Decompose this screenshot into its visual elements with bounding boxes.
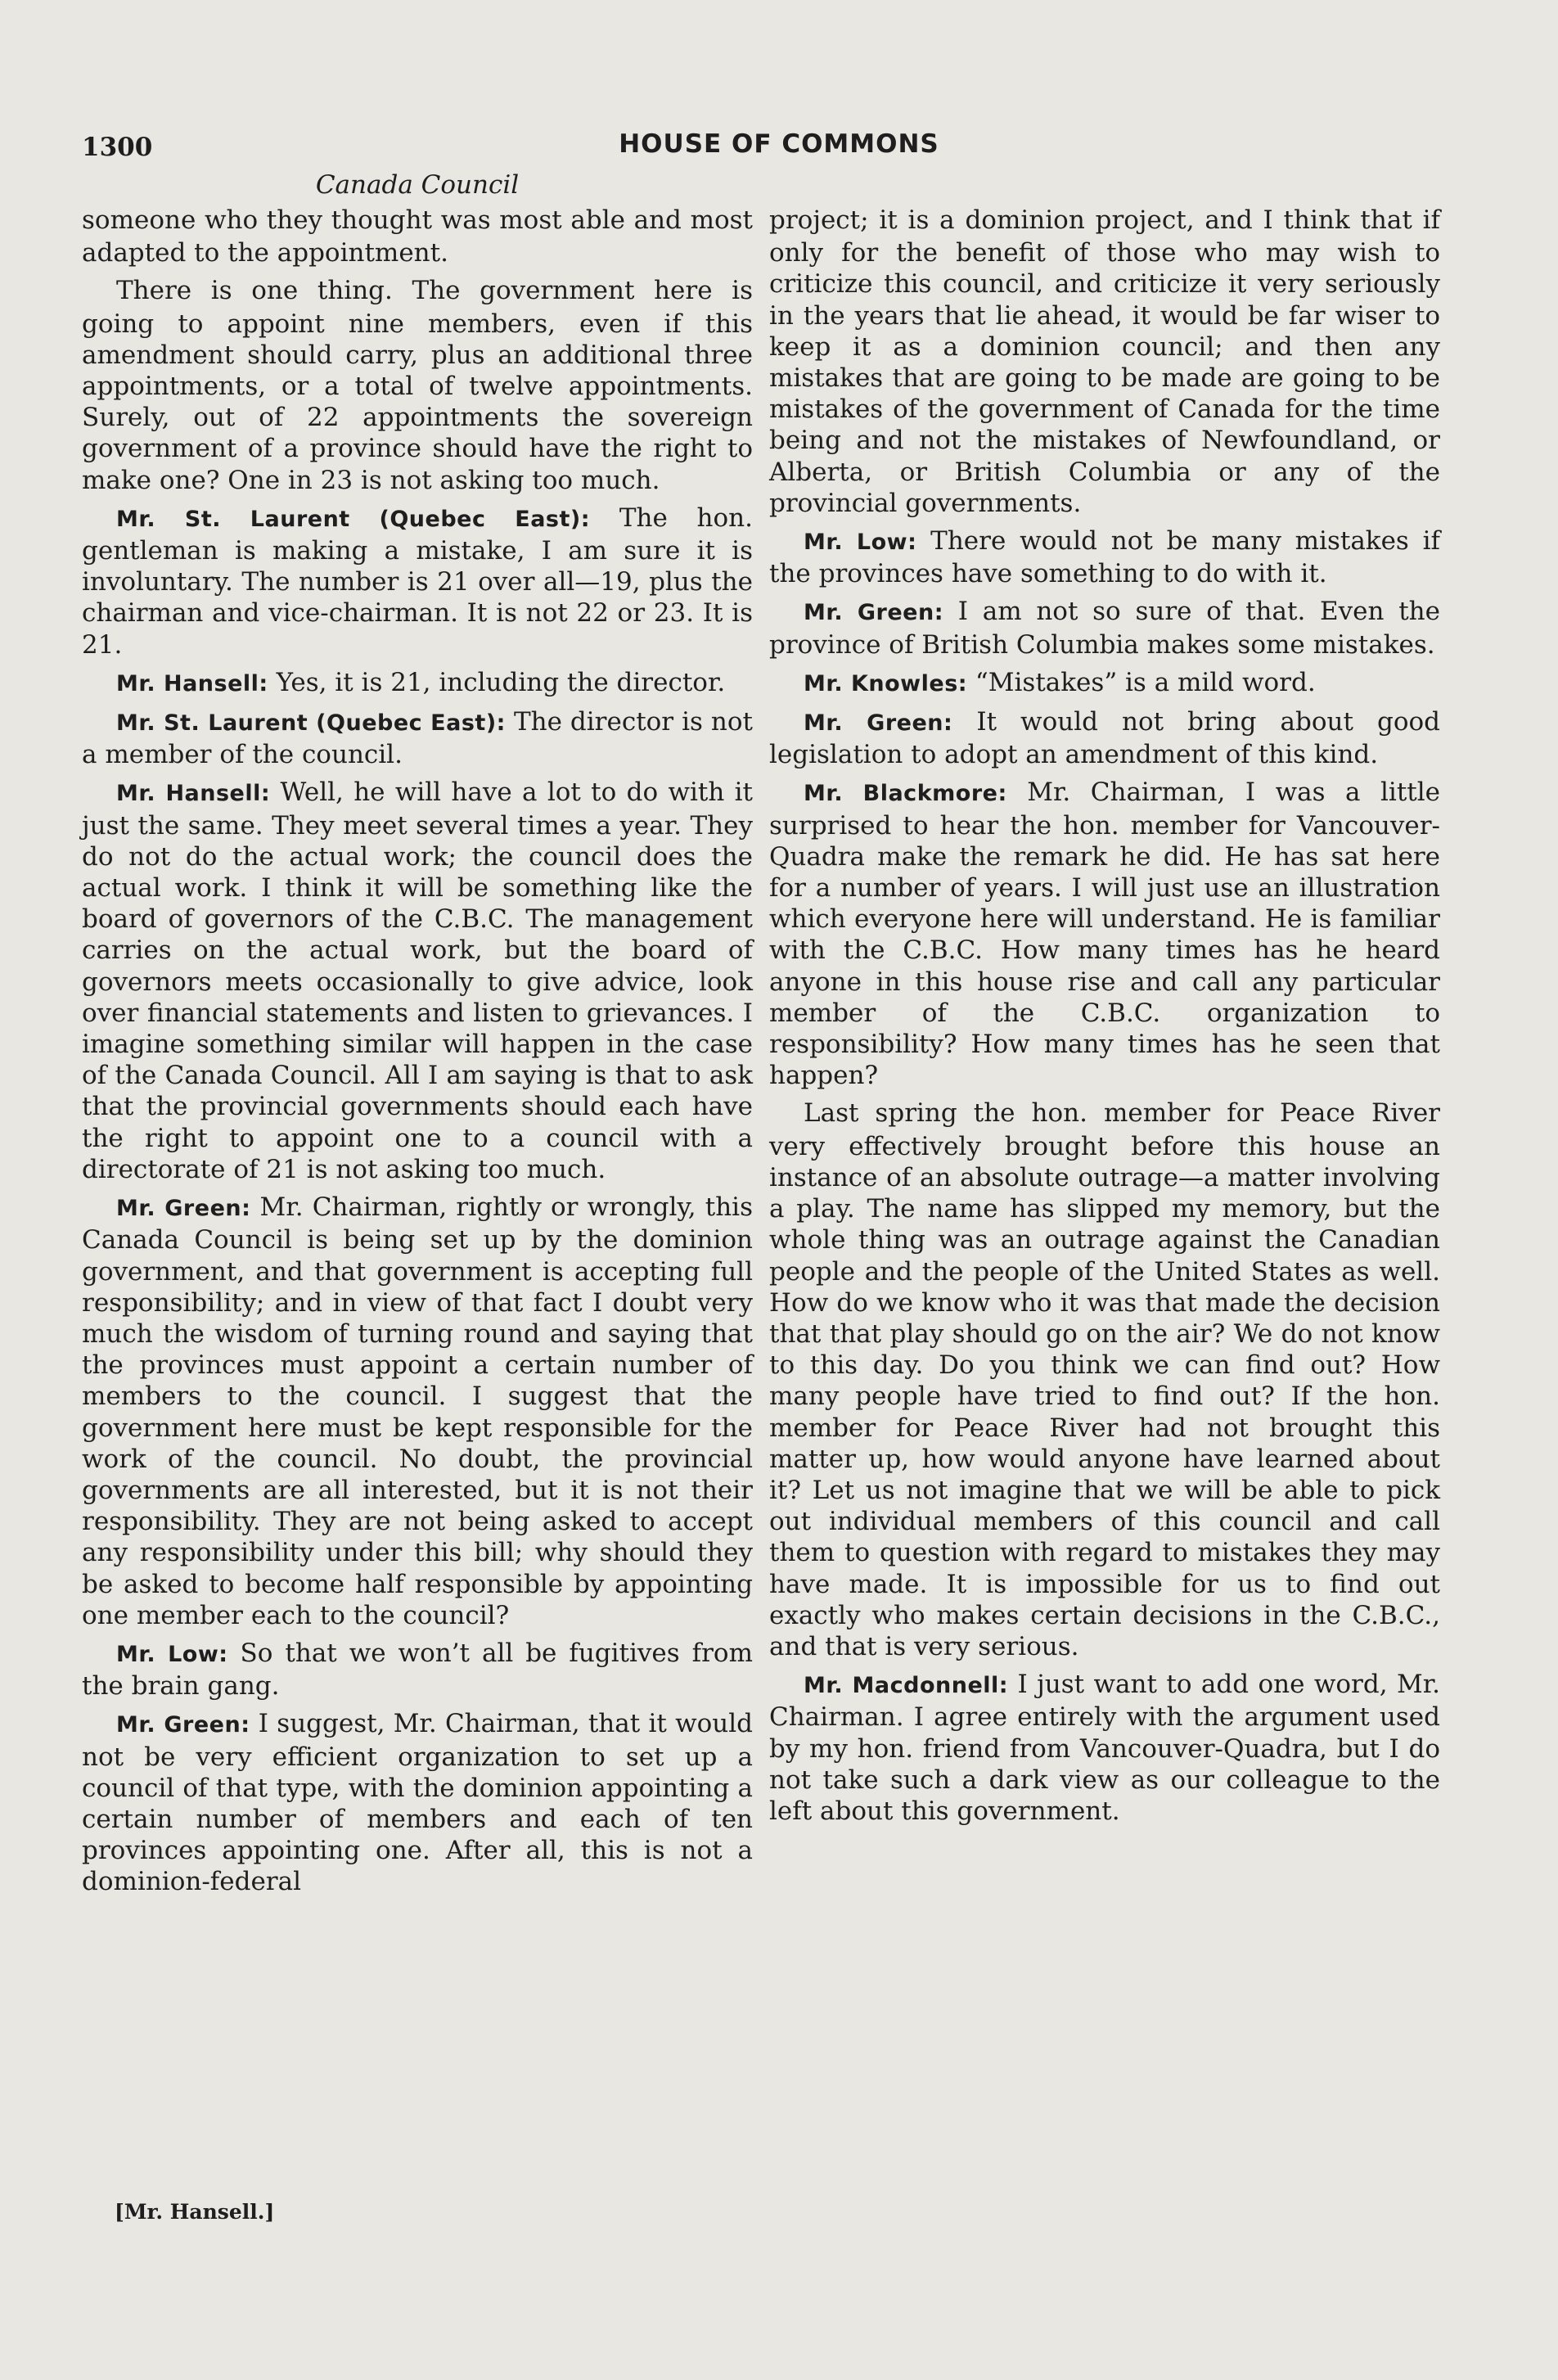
speech-text: Mr. Chairman, rightly or wrongly, this Canada Council is being set up by the dominion government, and that government is accepting full responsibility; and in view of that fact I doubt very much the wisdom of turning round and saying that the provinces must appoint a certain number of members to the council. I suggest that the government here must be kept responsible for the work of the council. No doubt, the provincial governments are all interested, but it is not their responsibility. They are not being asked to accept any responsibility under this bill; why should they be asked to become half responsible by appointing one member each to the council? xyxy=(82,1192,753,1630)
paragraph xyxy=(769,205,1440,519)
paragraph xyxy=(82,777,753,1185)
paragraph xyxy=(769,525,1440,589)
speaker-name: Mr. Blackmore: xyxy=(804,781,1007,807)
speech-text: someone who they thought was most able and most adapted to the appointment. xyxy=(82,205,753,268)
speaker-name: Mr. Green: xyxy=(116,1196,251,1222)
speaker-name: Mr. Low: xyxy=(116,1641,228,1667)
paragraph xyxy=(769,777,1440,1091)
footer-reference: [Mr. Hansell.] xyxy=(115,2200,275,2224)
speech-text: The hon. gentleman is making a mistake, I am sure it is involuntary. The number is 21 over all—19, plus the chairman and vice-chairman. It is not 22 or 23. It is 21. xyxy=(82,503,754,660)
speaker-name: Mr. Hansell: xyxy=(116,670,268,696)
paragraph xyxy=(769,596,1440,660)
paragraph xyxy=(82,275,753,495)
paragraph xyxy=(769,1669,1440,1827)
left-column xyxy=(82,205,753,1904)
speaker-name: Mr. Green: xyxy=(804,710,953,737)
speech-text: I am not so sure of that. Even the province of British Columbia makes some mistakes. xyxy=(769,597,1440,660)
speaker-name: Mr. Low: xyxy=(804,530,917,556)
speech-text: project; it is a dominion project, and I think that if only for the benefit of those who may wish to criticize this council, and criticize it very seriously in the years that lie ahead, it would be far wiser to keep it as a dominion council; and then any mistakes that are going to be made are going to be mistakes of the government of Canada for the time being and not the mistakes of Newfoundland, or Alberta, or British Columbia or any of the provincial governments. xyxy=(769,205,1440,518)
paragraph xyxy=(82,667,753,700)
paragraph xyxy=(769,1098,1440,1662)
speech-text: So that we won’t all be fugitives from the brain gang. xyxy=(82,1638,753,1702)
speech-text: “Mistakes” is a mild word. xyxy=(975,667,1316,697)
speech-text: I just want to add one word, Mr. Chairman. I agree entirely with the argument used by my hon. friend from Vancouver-Quadra, but I do not take such a dark view as our colleague to the left about this government. xyxy=(769,1670,1440,1826)
running-head: HOUSE OF COMMONS xyxy=(619,129,939,159)
speaker-name: Mr. Knowles: xyxy=(804,670,968,696)
speech-text: Yes, it is 21, including the director. xyxy=(276,667,726,697)
paragraph xyxy=(82,205,753,268)
speech-text: Well, he will have a lot to do with it just the same. They meet several times a year. They do not do the actual work; the council does the actual work. I think it will be something like the board of governors of the C.B.C. The management carries on the actual work, but the board of governors meets occasionally to give advice, look over financial statements and listen to grievances. I imagine something similar will happen in the case of the Canada Council. All I am saying is that to ask that the provincial governments should each have the right to appoint one to a council with a directorate of 21 is not asking too much. xyxy=(82,778,754,1184)
speech-text: There is one thing. The government here is going to appoint nine members, even if this amendment should carry, plus an additional three appointments, or a total of twelve appointments. Surely, out of 22 appointments the sovereign government of a province should have the right to make one? One in 23 is not asking too much. xyxy=(82,276,753,495)
paragraph xyxy=(82,1638,753,1702)
page-number: 1300 xyxy=(82,133,153,162)
paragraph xyxy=(769,706,1440,770)
paragraph xyxy=(82,1708,753,1897)
paragraph xyxy=(82,503,753,660)
speech-text: I suggest, Mr. Chairman, that it would not be very efficient organization to set up a council of that type, with the dominion appointing a certain number of members and each of ten provinces appointing one. After all, this is not a dominion-federal xyxy=(82,1709,753,1897)
speech-text: The director is not a member of the council. xyxy=(82,707,753,770)
paragraph xyxy=(769,667,1440,700)
speech-text: There would not be many mistakes if the provinces have something to do with it. xyxy=(769,526,1440,589)
speaker-name: Mr. Macdonnell: xyxy=(804,1673,1009,1699)
speech-text: Mr. Chairman, I was a little surprised to hear the hon. member for Vancouver-Quadra make the remark he did. He has sat here for a number of years. I will just use an illustration which everyone here will understand. He is familiar with the C.B.C. How many times has he heard anyone in this house rise and call any particular member of the C.B.C. organization to responsibility? How many times has he seen that happen? xyxy=(769,778,1440,1091)
speaker-name: Mr. St. Laurent (Quebec East): xyxy=(116,710,506,737)
right-column xyxy=(769,205,1440,1833)
speaker-name: Mr. Green: xyxy=(804,600,943,626)
speaker-name: Mr. Green: xyxy=(116,1712,250,1738)
paragraph xyxy=(82,706,753,770)
speaker-name: Mr. Hansell: xyxy=(116,781,271,807)
paragraph xyxy=(82,1192,753,1631)
speaker-name: Mr. St. Laurent (Quebec East): xyxy=(116,506,591,532)
subject-heading: Canada Council xyxy=(315,170,520,200)
speech-text: It would not bring about good legislation to adopt an amendment of this kind. xyxy=(769,707,1440,770)
speech-text: Last spring the hon. member for Peace River very effectively brought before this house an instance of an absolute outrage—a matter involving a play. The name has slipped my memory, but the whole thing was an outrage against the Canadian people and the people of the United States as well. How do we know who it was that made the decision that that play should go on the air? We do not know to this day. Do you think we can find out? How many people have tried to find out? If the hon. member for Peace River had not brought this matter up, how would anyone have learned about it? Let us not imagine that we will be able to pick out individual members of this council and call them to question with regard to mistakes they may have made. It is impossible for us to find out exactly who makes certain decisions in the C.B.C., and that is very serious. xyxy=(769,1098,1440,1661)
